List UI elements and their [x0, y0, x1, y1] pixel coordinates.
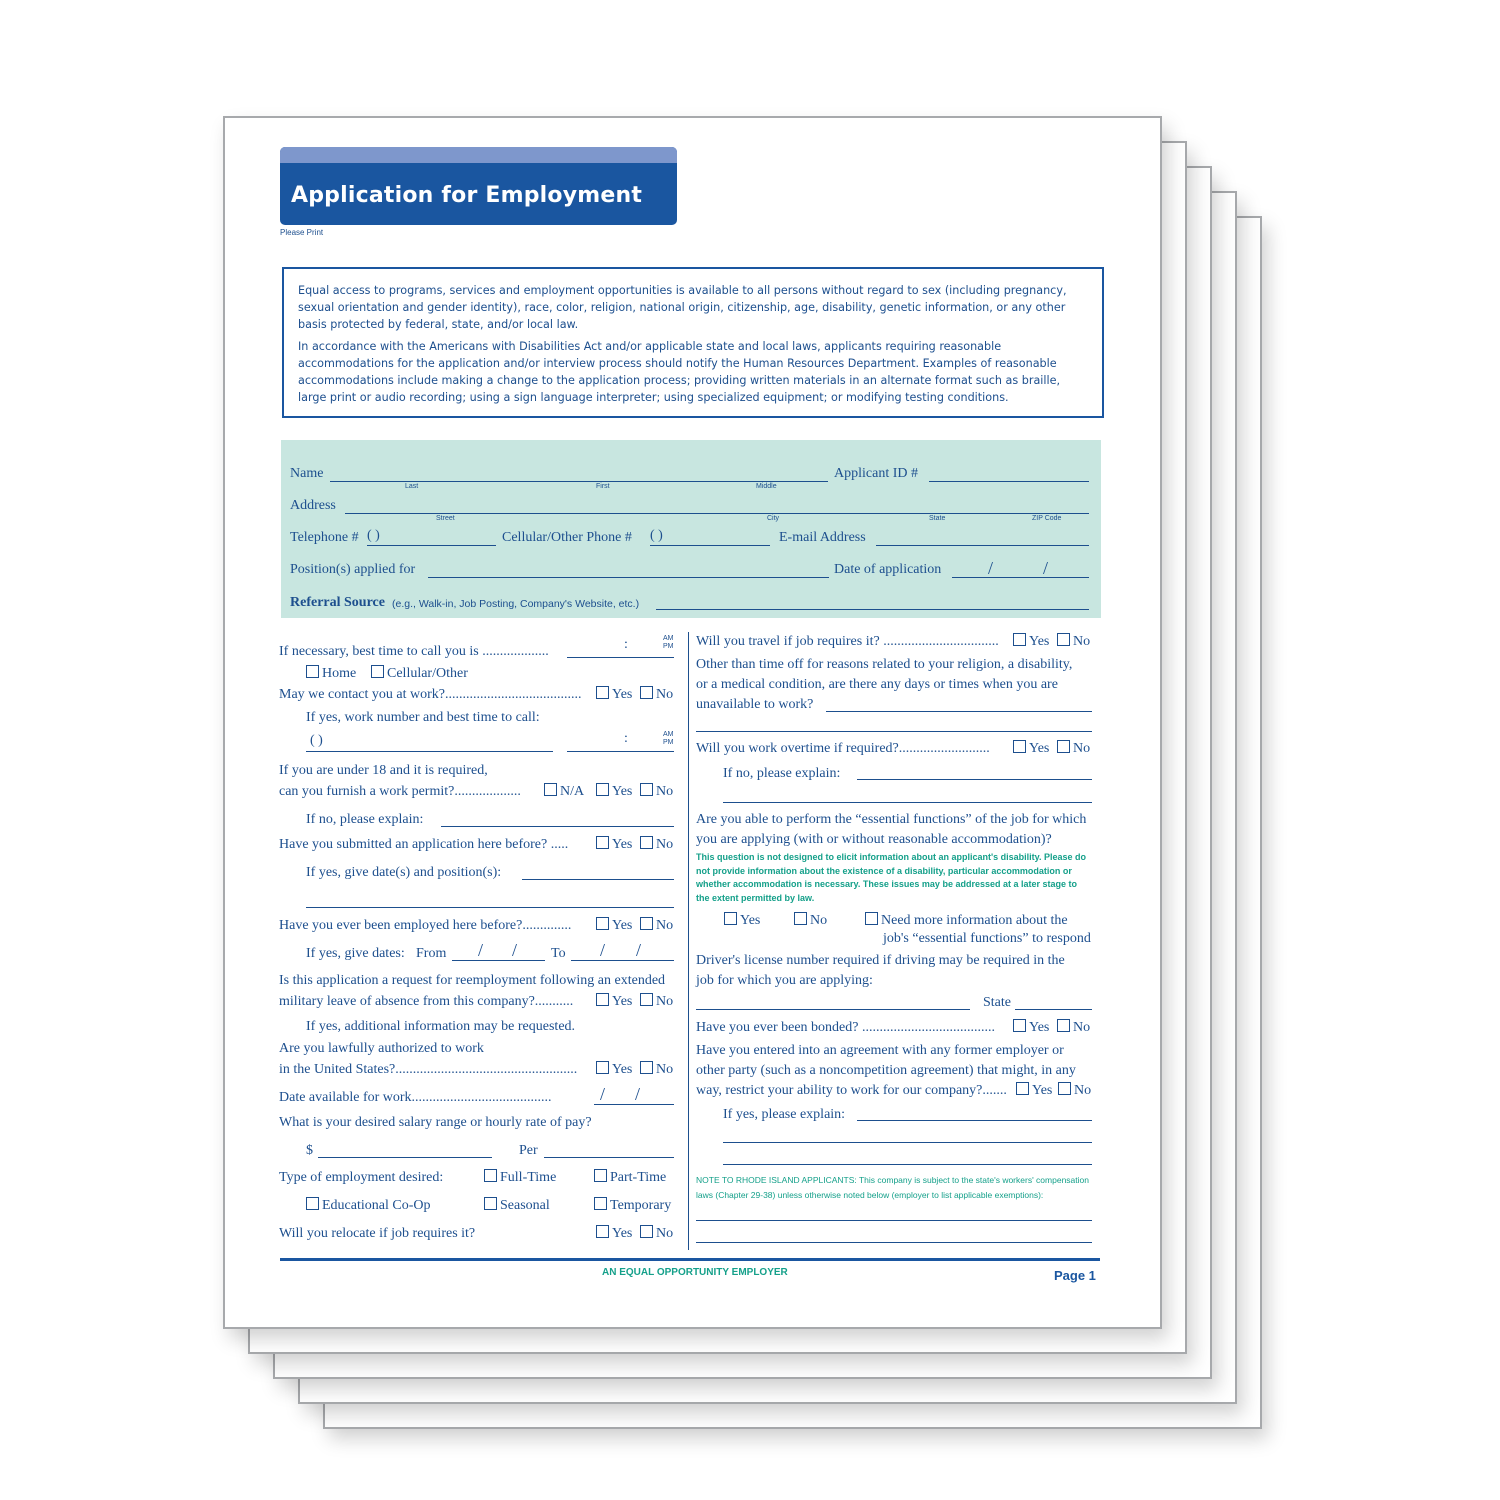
- under18-question-line2: can you furnish a work permit?...................: [279, 784, 521, 799]
- relocate-no-checkbox[interactable]: [640, 1225, 653, 1238]
- eeo-paragraph-2: In accordance with the Americans with Disabilities Act and/or applicable state and local laws, applicants requiring reasonable accommodations for the application and/or interview process should notify the Human Resources Department. Examples of reasonable accommodations include making a change to the application process; providing written materials in an alternate format such as braille, large print or audio recording; using a sign language interpreter; using specialized equipment; or modifying testing conditions.: [298, 340, 1061, 404]
- overtime-explain-field-1[interactable]: [857, 779, 1092, 780]
- from-slash-1: /: [478, 940, 484, 960]
- cellular-area-code: ( ): [650, 528, 663, 543]
- bonded-yes-checkbox[interactable]: [1013, 1019, 1026, 1032]
- cellular-other-option[interactable]: Cellular/Other: [371, 665, 468, 682]
- cellular-field[interactable]: [650, 545, 770, 546]
- authorized-question-line2: in the United States?....................................................: [279, 1062, 578, 1077]
- banner-stripe: [280, 147, 677, 163]
- best-time-ampm: AM PM: [663, 635, 674, 650]
- work-permit-explain-field[interactable]: [441, 826, 674, 827]
- from-slash-2: /: [512, 940, 518, 960]
- cellular-label: Cellular/Other Phone #: [502, 530, 632, 545]
- essential-yes[interactable]: Yes: [724, 912, 760, 929]
- title-banner: [280, 147, 677, 225]
- work-time-colon: :: [624, 731, 628, 746]
- applicant-id-field[interactable]: [929, 481, 1089, 482]
- license-question-line1: Driver's license number required if driving may be required in the: [696, 953, 1065, 968]
- part-time-option[interactable]: Part-Time: [594, 1169, 666, 1186]
- overtime-no-checkbox[interactable]: [1057, 740, 1070, 753]
- employed-before-yes-checkbox[interactable]: [596, 917, 609, 930]
- to-slash-1: /: [600, 940, 606, 960]
- travel-yes-checkbox[interactable]: [1013, 633, 1026, 646]
- travel-no-checkbox[interactable]: [1057, 633, 1070, 646]
- work-permit-no-checkbox[interactable]: [640, 783, 653, 796]
- coop-option[interactable]: Educational Co-Op: [306, 1197, 430, 1214]
- essential-functions-line1: Are you able to perform the “essential functions” of the job for which: [696, 812, 1087, 827]
- employment-to-field[interactable]: [571, 960, 674, 961]
- license-state-label: State: [983, 995, 1011, 1010]
- name-first-label: First: [596, 483, 610, 490]
- date-slash-1: /: [988, 558, 994, 578]
- agreement-question-line3: way, restrict your ability to work for our company?.......: [696, 1083, 1007, 1098]
- essential-no-checkbox[interactable]: [794, 912, 807, 925]
- overtime-question: Will you work overtime if required?..........................: [696, 741, 990, 756]
- agreement-question-line1: Have you entered into an agreement with any former employer or: [696, 1043, 1064, 1058]
- authorized-yes-checkbox[interactable]: [596, 1061, 609, 1074]
- employment-dates-prompt: If yes, give dates:: [306, 946, 405, 961]
- license-state-field[interactable]: [1015, 1009, 1092, 1010]
- name-middle-label: Middle: [756, 483, 777, 490]
- exemptions-field-2[interactable]: [696, 1242, 1092, 1243]
- telephone-area-code: ( ): [367, 528, 380, 543]
- seasonal-checkbox[interactable]: [484, 1197, 497, 1210]
- travel-no[interactable]: No: [1057, 633, 1090, 650]
- footer-rule: [280, 1258, 1100, 1261]
- contact-work-question: May we contact you at work?.......................................: [279, 687, 582, 702]
- contact-work-no[interactable]: No: [640, 686, 673, 703]
- date-of-application-field[interactable]: [952, 577, 1089, 578]
- overtime-explain-label: If no, please explain:: [723, 766, 841, 781]
- reemployment-question-line2: military leave of absence from this company?...........: [279, 994, 574, 1009]
- name-field[interactable]: [330, 481, 828, 482]
- contact-work-no-checkbox[interactable]: [640, 686, 653, 699]
- address-city-label: City: [767, 515, 780, 522]
- bonded-yes[interactable]: Yes: [1013, 1019, 1049, 1036]
- reemployment-no[interactable]: No: [640, 993, 673, 1010]
- need-more-info-line2: job's “essential functions” to respond: [883, 931, 1091, 946]
- cellular-other-checkbox[interactable]: [371, 665, 384, 678]
- temporary-checkbox[interactable]: [594, 1197, 607, 1210]
- agreement-explain-field-2[interactable]: [723, 1142, 1092, 1143]
- address-state-label: State: [929, 515, 946, 522]
- temporary-option[interactable]: Temporary: [594, 1197, 671, 1214]
- position-field[interactable]: [428, 577, 829, 578]
- employed-before-yes[interactable]: Yes: [596, 917, 632, 934]
- eeo-paragraph-1: Equal access to programs, services and employment opportunities is available to all persons without regard to sex (including pregnancy, sexual orientation and gender identity), race, color, religion, national origin, citizenship, age, disability, genetic information, or any other basis protected by federal, state, and/or local law.: [298, 284, 1067, 331]
- work-permit-explain-label: If no, please explain:: [306, 812, 424, 827]
- work-time-ampm: AM PM: [663, 731, 674, 746]
- part-time-checkbox[interactable]: [594, 1169, 607, 1182]
- salary-per-field[interactable]: [544, 1157, 674, 1158]
- home-checkbox[interactable]: [306, 665, 319, 678]
- timeoff-field-2[interactable]: [696, 731, 1092, 732]
- available-slash-2: /: [635, 1084, 641, 1104]
- equal-opportunity-employer: AN EQUAL OPPORTUNITY EMPLOYER: [602, 1267, 788, 1278]
- employed-before-no[interactable]: No: [640, 917, 673, 934]
- agreement-explain-label: If yes, please explain:: [723, 1107, 846, 1122]
- prior-application-field-2[interactable]: [306, 907, 674, 908]
- salary-question: What is your desired salary range or hourly rate of pay?: [279, 1115, 592, 1130]
- full-time-option[interactable]: Full-Time: [484, 1169, 556, 1186]
- coop-checkbox[interactable]: [306, 1197, 319, 1210]
- bonded-no-checkbox[interactable]: [1057, 1019, 1070, 1032]
- salary-per-label: Per: [519, 1143, 538, 1158]
- date-of-application-label: Date of application: [834, 562, 942, 577]
- email-label: E-mail Address: [779, 530, 866, 545]
- to-slash-2: /: [636, 940, 642, 960]
- referral-hint: (e.g., Walk-in, Job Posting, Company's Website, etc.): [392, 598, 640, 610]
- bonded-no[interactable]: No: [1057, 1019, 1090, 1036]
- best-time-colon: :: [624, 637, 628, 652]
- position-label: Position(s) applied for: [290, 562, 416, 577]
- bonded-question: Have you ever been bonded? ......................................: [696, 1020, 995, 1035]
- best-time-question: If necessary, best time to call you is ...................: [279, 644, 549, 659]
- date-available-field[interactable]: [594, 1104, 674, 1105]
- work-time-field[interactable]: [567, 751, 674, 752]
- referral-source-label: Referral Source: [290, 595, 385, 610]
- address-label: Address: [290, 498, 336, 513]
- relocate-yes[interactable]: Yes: [596, 1225, 632, 1242]
- employment-type-label: Type of employment desired:: [279, 1170, 444, 1185]
- submitted-before-yes[interactable]: Yes: [596, 836, 632, 853]
- page-title: Application for Employment: [291, 183, 643, 208]
- employment-from-field[interactable]: [452, 960, 545, 961]
- relocate-no[interactable]: No: [640, 1225, 673, 1242]
- home-option[interactable]: Home: [306, 665, 356, 682]
- submitted-before-question: Have you submitted an application here before? .....: [279, 837, 569, 852]
- telephone-field[interactable]: [367, 545, 496, 546]
- authorized-yes[interactable]: Yes: [596, 1061, 632, 1078]
- reemployment-no-checkbox[interactable]: [640, 993, 653, 1006]
- please-print-note: Please Print: [280, 228, 324, 237]
- reemployment-yes[interactable]: Yes: [596, 993, 632, 1010]
- applicant-id-label: Applicant ID #: [834, 466, 918, 481]
- employed-before-no-checkbox[interactable]: [640, 917, 653, 930]
- need-more-info-checkbox[interactable]: [865, 912, 878, 925]
- work-area-code: ( ): [310, 733, 323, 748]
- submitted-before-no-checkbox[interactable]: [640, 836, 653, 849]
- submitted-before-yes-checkbox[interactable]: [596, 836, 609, 849]
- column-divider: [688, 632, 689, 1250]
- agreement-explain-field-1[interactable]: [857, 1120, 1092, 1121]
- submitted-before-no[interactable]: No: [640, 836, 673, 853]
- agreement-no[interactable]: No: [1058, 1082, 1091, 1099]
- address-field[interactable]: [345, 513, 1089, 514]
- overtime-no[interactable]: No: [1057, 740, 1090, 757]
- work-permit-no[interactable]: No: [640, 783, 673, 800]
- employment-to-label: To: [551, 946, 566, 961]
- seasonal-option[interactable]: Seasonal: [484, 1197, 550, 1214]
- contact-work-yes[interactable]: Yes: [596, 686, 632, 703]
- date-available-label: Date available for work........................................: [279, 1090, 552, 1105]
- exemptions-field-1[interactable]: [696, 1220, 1092, 1221]
- work-permit-na-checkbox[interactable]: [544, 783, 557, 796]
- under18-question-line1: If you are under 18 and it is required,: [279, 763, 488, 778]
- essential-no[interactable]: No: [794, 912, 827, 929]
- address-street-label: Street: [436, 515, 455, 522]
- authorized-no-checkbox[interactable]: [640, 1061, 653, 1074]
- relocate-yes-checkbox[interactable]: [596, 1225, 609, 1238]
- salary-dollar-label: $: [306, 1143, 313, 1158]
- date-slash-2: /: [1043, 558, 1049, 578]
- page-number: Page 1: [1054, 1268, 1096, 1283]
- timeoff-question-line1: Other than time off for reasons related to your religion, a disability,: [696, 657, 1073, 672]
- work-permit-yes-checkbox[interactable]: [596, 783, 609, 796]
- referral-source-field[interactable]: [656, 609, 1089, 610]
- essential-functions-line2: you are applying (with or without reasonable accommodation)?: [696, 832, 1052, 847]
- agreement-explain-field-3[interactable]: [723, 1164, 1092, 1165]
- reemployment-note: If yes, additional information may be requested.: [306, 1019, 576, 1034]
- salary-amount-field[interactable]: [318, 1157, 492, 1158]
- work-permit-yes[interactable]: Yes: [596, 783, 632, 800]
- disability-notice: This question is not designed to elicit information about an applicant's disability. Please do not provide information about the existence of a disability, particular accommodation or whether accommodation is necessary. These issues may be addressed at a later stage to the extent permitted by law.: [696, 852, 1087, 903]
- telephone-label: Telephone #: [290, 530, 359, 545]
- work-permit-na[interactable]: N/A: [544, 783, 584, 800]
- prior-application-prompt: If yes, give date(s) and position(s):: [306, 865, 502, 880]
- timeoff-question-line2: or a medical condition, are there any days or times when you are: [696, 677, 1058, 692]
- eeo-statement-box: [282, 267, 1104, 418]
- license-question-line2: job for which you are applying:: [696, 973, 873, 988]
- agreement-yes[interactable]: Yes: [1016, 1082, 1052, 1099]
- overtime-yes[interactable]: Yes: [1013, 740, 1049, 757]
- authorized-no[interactable]: No: [640, 1061, 673, 1078]
- essential-yes-checkbox[interactable]: [724, 912, 737, 925]
- travel-question: Will you travel if job requires it? .................................: [696, 634, 999, 649]
- prior-application-field-1[interactable]: [522, 879, 674, 880]
- name-last-label: Last: [405, 483, 419, 490]
- work-number-field[interactable]: [306, 751, 553, 752]
- name-label: Name: [290, 466, 324, 481]
- overtime-yes-checkbox[interactable]: [1013, 740, 1026, 753]
- employed-before-question: Have you ever been employed here before?..............: [279, 918, 572, 933]
- reemployment-yes-checkbox[interactable]: [596, 993, 609, 1006]
- email-field[interactable]: [876, 545, 1089, 546]
- rhode-island-note: NOTE TO RHODE ISLAND APPLICANTS: This company is subject to the state's workers' compensation laws (Chapter 29-38) unless otherwise noted below (employer to list applicable exemptions):: [696, 1175, 1089, 1200]
- timeoff-question-line3: unavailable to work?: [696, 697, 814, 712]
- full-time-checkbox[interactable]: [484, 1169, 497, 1182]
- work-number-prompt: If yes, work number and best time to call:: [306, 710, 540, 725]
- relocate-question: Will you relocate if job requires it?: [279, 1226, 476, 1241]
- best-time-field[interactable]: [567, 657, 674, 658]
- authorized-question-line1: Are you lawfully authorized to work: [279, 1041, 484, 1056]
- license-number-field[interactable]: [696, 1009, 970, 1010]
- agreement-yes-checkbox[interactable]: [1016, 1082, 1029, 1095]
- agreement-question-line2: other party (such as a noncompetition agreement) that might, in any: [696, 1063, 1076, 1078]
- essential-need-more-info[interactable]: Need more information about the: [865, 912, 1068, 929]
- travel-yes[interactable]: Yes: [1013, 633, 1049, 650]
- applicant-info-section: [281, 440, 1101, 618]
- timeoff-field-1[interactable]: [826, 711, 1092, 712]
- contact-work-yes-checkbox[interactable]: [596, 686, 609, 699]
- address-zip-label: ZIP Code: [1032, 515, 1062, 522]
- employment-from-label: From: [416, 946, 447, 961]
- agreement-no-checkbox[interactable]: [1058, 1082, 1071, 1095]
- available-slash-1: /: [600, 1084, 606, 1104]
- reemployment-question-line1: Is this application a request for reemployment following an extended: [279, 973, 666, 988]
- overtime-explain-field-2[interactable]: [723, 802, 1092, 803]
